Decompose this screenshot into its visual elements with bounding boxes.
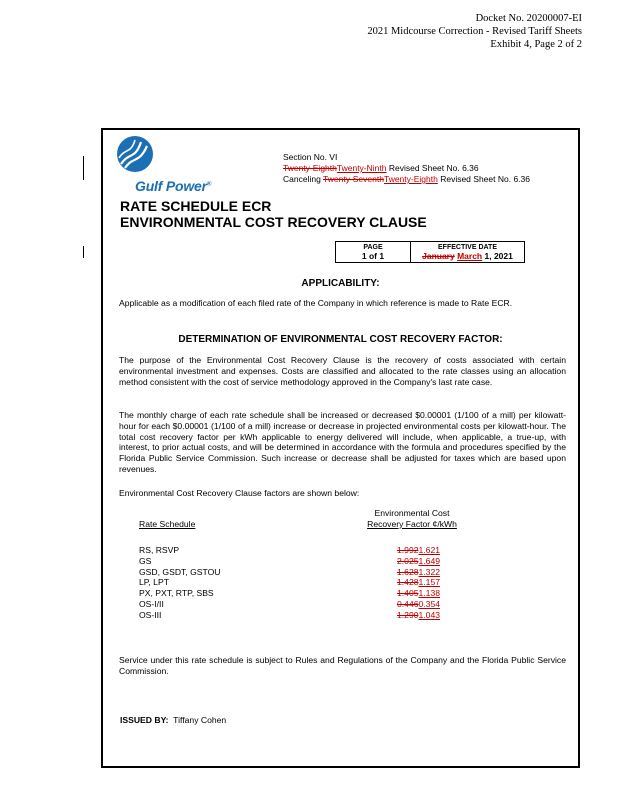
- logo-trademark: ®: [206, 181, 212, 188]
- new-factor: 1.649: [418, 555, 441, 566]
- canceling-deleted-text: Twenty-Seventh: [323, 174, 384, 184]
- effective-date-label: EFFECTIVE DATE: [438, 244, 497, 251]
- docket-number: Docket No. 20200007-EI: [475, 13, 582, 24]
- table-row: [139, 610, 469, 621]
- new-factor: 1.138: [418, 588, 441, 599]
- docket-header: [367, 12, 582, 51]
- effective-date-value: [411, 252, 524, 261]
- change-bar-1: [83, 156, 84, 180]
- rate-schedule-name: GSD, GSDT, GSTOU: [139, 566, 221, 577]
- rate-schedule-name: OS-I/II: [139, 599, 164, 609]
- revised-deleted-text: Twenty-Eighth: [283, 163, 337, 173]
- old-factor: 1.992: [397, 545, 419, 555]
- schedule-title: [120, 198, 427, 230]
- table-row: [139, 588, 469, 599]
- old-factor: 0.446: [397, 599, 419, 609]
- canceling-prefix: Canceling: [283, 174, 324, 184]
- revised-suffix: Revised Sheet No. 6.36: [386, 163, 479, 173]
- docket-subject: 2021 Midcourse Correction - Revised Tariff Sheets: [367, 26, 582, 37]
- new-factor: 1.322: [418, 566, 441, 577]
- date-deleted-text: January: [422, 251, 455, 261]
- old-factor: 1.428: [397, 577, 419, 588]
- date-suffix: 1, 2021: [482, 251, 513, 261]
- table-row: [139, 577, 469, 588]
- canceling-inserted-text: Twenty-Eighth: [383, 174, 438, 184]
- gulf-power-logo: [115, 134, 225, 192]
- factor-value: [397, 599, 440, 610]
- canceling-suffix: Revised Sheet No. 6.36: [437, 174, 530, 184]
- rate-schedule-name: LP, LPT: [139, 577, 169, 588]
- change-bar-2: [83, 246, 84, 258]
- rate-schedule-name: GS: [139, 555, 152, 566]
- new-factor: 1.621: [418, 545, 441, 555]
- monthly-charge-paragraph: The monthly charge of each rate schedule shall be increased or decreased $0.00001 (1/100 of a mill) per kilowatt-hour for each $0.00001 (1/100 of a mill) increase or decrease in projected environmental costs per kilowatt-hour. The total cost recovery factor per kWh applicable to energy delivered will include, when applicable, a true-up, with interest, to prior actual costs, and will be determined in accordance with the formula and procedures specified by the Florida Public Service Commission. Such increase or decrease shall be adjusted for taxes which are based upon revenues.: [119, 410, 566, 474]
- issued-by: [120, 715, 226, 725]
- new-factor: 1.157: [418, 577, 441, 588]
- page-cell: [336, 242, 411, 262]
- factor-value: [397, 556, 440, 567]
- factor-header-line-1: Environmental Cost: [374, 508, 450, 518]
- factors-intro: Environmental Cost Recovery Clause factors are shown below:: [119, 488, 360, 498]
- canceling-sheet-line: [283, 174, 530, 185]
- applicability-text: Applicable as a modification of each filed rate of the Company in which reference is made to Rate ECR.: [119, 298, 513, 308]
- factor-value: [397, 588, 440, 599]
- factor-value: [397, 545, 440, 556]
- revised-inserted-text: Twenty-Ninth: [336, 163, 387, 173]
- determination-heading: DETERMINATION OF ENVIRONMENTAL COST RECOVERY FACTOR:: [178, 334, 503, 345]
- table-row: [139, 567, 469, 578]
- new-factor: 1.043: [418, 609, 441, 620]
- purpose-paragraph: The purpose of the Environmental Cost Recovery Clause is the recovery of costs associated with certain environmental investment and expenses. Costs are classified and allocated to the rate classes using an allocation method consistent with the cost of service methodology approved in the Company's last rate case.: [119, 355, 566, 387]
- title-line-1: RATE SCHEDULE ECR: [120, 198, 272, 214]
- rate-schedule-header: Rate Schedule: [139, 519, 196, 529]
- rate-schedule-name: OS-III: [139, 609, 162, 620]
- old-factor: 1.628: [397, 566, 419, 577]
- issued-by-label: ISSUED BY:: [120, 715, 169, 725]
- new-factor: 0.354: [418, 599, 441, 609]
- page-label: PAGE: [363, 244, 383, 251]
- gulf-power-swirl-icon: [115, 134, 155, 174]
- tariff-sheet: [101, 128, 580, 768]
- date-inserted-text: March: [457, 251, 483, 261]
- effective-date-cell: [411, 242, 524, 262]
- issuer-name: Tiffany Cohen: [173, 715, 227, 725]
- applicability-heading: APPLICABILITY:: [301, 278, 380, 289]
- factor-header-line-2: Recovery Factor ¢/kWh: [367, 518, 457, 529]
- logo-wordmark: [135, 178, 211, 194]
- service-paragraph: Service under this rate schedule is subject to Rules and Regulations of the Company and the Florida Public Service Commission.: [119, 655, 566, 676]
- old-factor: 1.290: [397, 609, 419, 620]
- logo-name: Gulf Power: [135, 178, 207, 194]
- factor-column-header: [357, 508, 467, 530]
- page-effective-date-box: [335, 241, 525, 263]
- rate-schedule-name: PX, PXT, RTP, SBS: [139, 588, 214, 599]
- revised-sheet-line: [283, 163, 530, 174]
- exhibit-page: Exhibit 4, Page 2 of 2: [490, 39, 582, 50]
- factor-value: [397, 610, 440, 621]
- table-row: [139, 545, 469, 556]
- page-value: 1 of 1: [361, 251, 385, 261]
- table-row: [139, 599, 469, 610]
- old-factor: 2.025: [397, 555, 419, 566]
- title-line-2: ENVIRONMENTAL COST RECOVERY CLAUSE: [120, 214, 427, 230]
- old-factor: 1.405: [397, 588, 419, 599]
- section-number: Section No. VI: [283, 152, 338, 162]
- table-row: [139, 556, 469, 567]
- factor-value: [397, 577, 440, 588]
- rate-schedule-name: RS, RSVP: [139, 545, 180, 555]
- factor-value: [397, 567, 440, 578]
- sheet-info: [283, 152, 530, 185]
